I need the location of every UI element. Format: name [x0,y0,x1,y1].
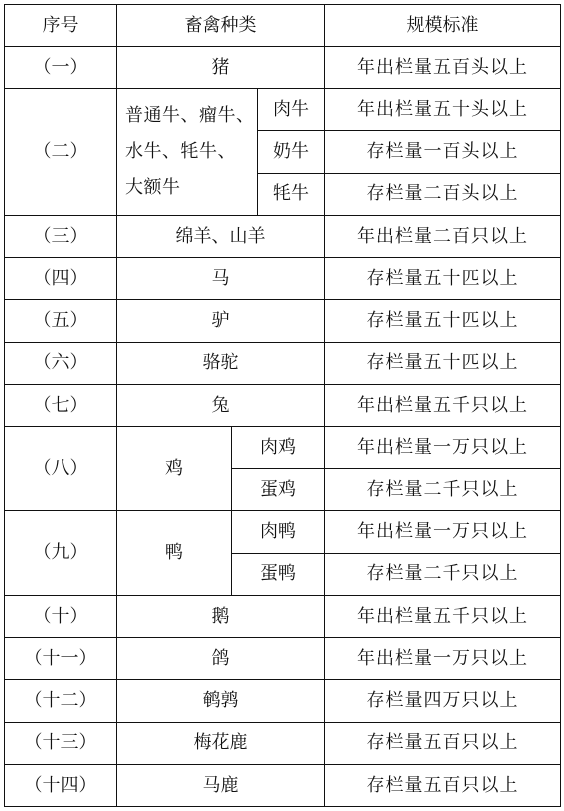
table-row [5,722,561,764]
row-serial: （二） [5,89,117,216]
table-row [5,680,561,722]
header-kind: 畜禽种类 [117,5,325,47]
table-row [5,342,561,384]
row-kind: 马鹿 [117,764,325,806]
header-row [5,5,561,47]
header-standard: 规模标准 [325,5,561,47]
row-serial: （三） [5,215,117,257]
row-kind: 鹅 [117,595,325,637]
row-standard: 存栏量五百只以上 [325,764,561,806]
cattle-group-line: 大额牛 [125,177,181,199]
row-kind: 马 [117,258,325,300]
row-standard: 存栏量二百头以上 [325,173,561,215]
row-kind: 梅花鹿 [117,722,325,764]
row-serial: （四） [5,258,117,300]
row-standard: 存栏量五十匹以上 [325,258,561,300]
row-kind: 鹌鹑 [117,680,325,722]
row-standard: 年出栏量五百头以上 [325,47,561,89]
row-standard: 存栏量五十匹以上 [325,342,561,384]
row-standard: 年出栏量五千只以上 [325,595,561,637]
row-serial: （十四） [5,764,117,806]
row-subkind: 肉鸭 [232,511,325,553]
row-subkind: 蛋鸡 [232,469,325,511]
row-kind: 兔 [117,384,325,426]
row-subkind: 肉牛 [258,89,325,131]
row-standard: 年出栏量五十头以上 [325,89,561,131]
row-standard: 存栏量二千只以上 [325,469,561,511]
row-subkind: 奶牛 [258,131,325,173]
row-kind: 骆驼 [117,342,325,384]
row-standard: 存栏量五百只以上 [325,722,561,764]
table-row [5,89,561,131]
cattle-group-cell [117,89,258,216]
row-serial: （十三） [5,722,117,764]
row-serial: （十） [5,595,117,637]
row-serial: （五） [5,300,117,342]
row-serial: （十二） [5,680,117,722]
cattle-group-line: 水牛、牦牛、 [125,141,236,163]
row-kind: 猪 [117,47,325,89]
row-standard: 年出栏量五千只以上 [325,384,561,426]
table-row [5,595,561,637]
row-subkind: 蛋鸭 [232,553,325,595]
table-row [5,638,561,680]
row-group: 鸡 [117,426,232,510]
livestock-scale-table [4,4,561,807]
table-row [5,258,561,300]
table-row [5,764,561,806]
row-kind: 鸽 [117,638,325,680]
row-serial: （六） [5,342,117,384]
row-standard: 年出栏量一万只以上 [325,426,561,468]
row-serial: （九） [5,511,117,595]
row-standard: 存栏量五十匹以上 [325,300,561,342]
row-kind: 驴 [117,300,325,342]
table-row [5,215,561,257]
table-row [5,384,561,426]
row-standard: 存栏量一百头以上 [325,131,561,173]
table-row [5,47,561,89]
cattle-group-line: 普通牛、瘤牛、 [125,105,255,127]
row-subkind: 肉鸡 [232,426,325,468]
row-serial: （八） [5,426,117,510]
row-serial: （十一） [5,638,117,680]
row-standard: 年出栏量二百只以上 [325,215,561,257]
header-serial: 序号 [5,5,117,47]
row-group: 鸭 [117,511,232,595]
row-standard: 存栏量四万只以上 [325,680,561,722]
row-subkind: 牦牛 [258,173,325,215]
row-standard: 年出栏量一万只以上 [325,511,561,553]
row-kind: 绵羊、山羊 [117,215,325,257]
row-standard: 存栏量二千只以上 [325,553,561,595]
table-row [5,511,561,553]
row-standard: 年出栏量一万只以上 [325,638,561,680]
row-serial: （一） [5,47,117,89]
table-row [5,300,561,342]
row-serial: （七） [5,384,117,426]
table-row [5,426,561,468]
